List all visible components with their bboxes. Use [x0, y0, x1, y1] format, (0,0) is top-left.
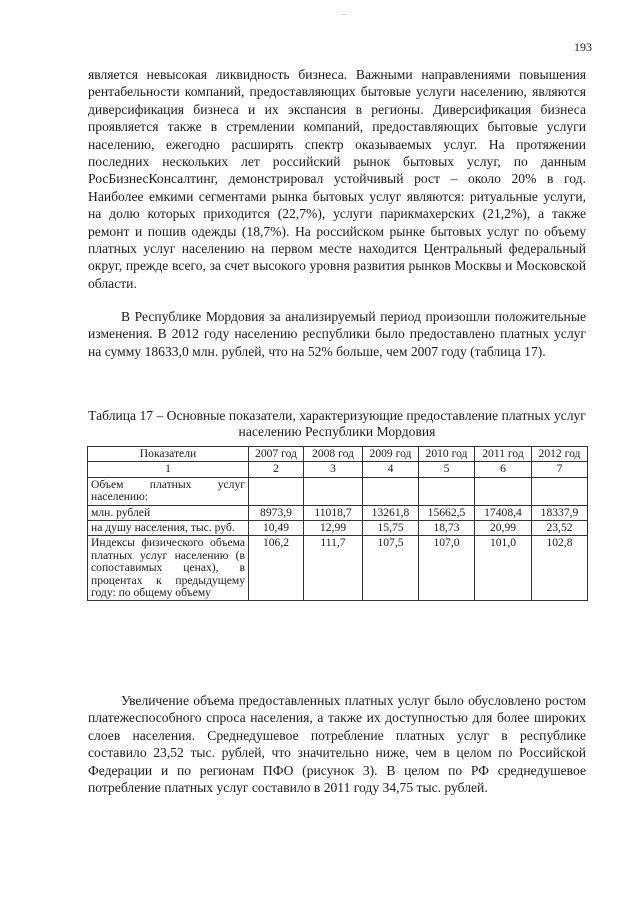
scan-dot: . — [343, 8, 345, 17]
cell-value: 101,0 — [475, 536, 532, 601]
table-row — [88, 521, 588, 536]
cell-value: 12,99 — [304, 521, 363, 536]
cell-value: 18,73 — [419, 521, 475, 536]
cell-value: 102,8 — [532, 536, 588, 601]
table-row — [88, 505, 588, 520]
cell-value: 8973,9 — [249, 505, 304, 520]
cell-value: 17408,4 — [475, 505, 532, 520]
header-year: 2011 год — [475, 447, 532, 462]
header-indicators: Показатели — [88, 447, 249, 462]
cell-value: 13261,8 — [363, 505, 419, 520]
cell-value: 106,2 — [249, 536, 304, 601]
services-table — [87, 446, 588, 601]
row-group-label: Объем платных услуг населению: — [88, 477, 249, 505]
cell-value: 15,75 — [363, 521, 419, 536]
table-row-group — [88, 477, 588, 505]
row-label: млн. рублей — [88, 505, 249, 520]
column-number: 3 — [304, 462, 363, 477]
cell-value: 11018,7 — [304, 505, 363, 520]
page-number: 193 — [574, 40, 592, 54]
cell-value: 18337,9 — [532, 505, 588, 520]
table-header-row — [88, 447, 588, 462]
header-year: 2008 год — [304, 447, 363, 462]
column-number: 7 — [532, 462, 588, 477]
cell-value: 10,49 — [249, 521, 304, 536]
header-year: 2012 год — [532, 447, 588, 462]
row-label: Индексы физического объема платных услуг населению (в сопоставимых ценах), в процентах к предыдущему году: по общему объему — [88, 536, 249, 601]
cell-value: 111,7 — [304, 536, 363, 601]
cell-value: 20,99 — [475, 521, 532, 536]
column-number: 4 — [363, 462, 419, 477]
header-year: 2009 год — [363, 447, 419, 462]
column-number: 6 — [475, 462, 532, 477]
column-number: 2 — [249, 462, 304, 477]
row-label: на душу населения, тыс. руб. — [88, 521, 249, 536]
header-year: 2010 год — [419, 447, 475, 462]
table-caption: Таблица 17 – Основные показатели, характеризующие предоставление платных услуг населению Республики Мордовия — [88, 408, 586, 439]
cell-value: 107,0 — [419, 536, 475, 601]
paragraph-3: Увеличение объема предоставленных платных услуг было обусловлено ростом платежеспособного спроса населения, а также их доступностью для более широких слоев населения. Среднедушевое потребление платных услуг в республике составило 23,52 тыс. рублей, что значительно ниже, чем в целом по Российской Федерации и по регионам ПФО (рисунок 3). В целом по РФ среднедушевое потребление платных услуг составило в 2011 году 34,75 тыс. рублей. — [88, 693, 586, 796]
cell-value: 107,5 — [363, 536, 419, 601]
paragraph-2: В Республике Мордовия за анализируемый период произошли положительные изменения. В 2012 году населению республики было предоставлено платных услуг на сумму 18633,0 млн. рублей, что на 52% больше, чем 2007 году (таблица 17). — [88, 309, 586, 359]
table-row — [88, 536, 588, 601]
cell-value: 15662,5 — [419, 505, 475, 520]
cell-value: 23,52 — [532, 521, 588, 536]
column-number: 5 — [419, 462, 475, 477]
header-year: 2007 год — [249, 447, 304, 462]
column-number-row — [88, 462, 588, 477]
column-number: 1 — [88, 462, 249, 477]
paragraph-1: является невысокая ликвидность бизнеса. Важными направлениями повышения рентабельности компаний, предоставляющих бытовые услуги населению, являются диверсификация бизнеса и их экспансия в регионы. Диверсификация бизнеса проявляется также в стремлении компаний, предоставляющих бытовые услуги населению, ежегодно расширять спектр оказываемых услуг. На протяжении последних нескольких лет российский рынок бытовых услуг, по данным РосБизнесКонсалтинг, демонстрировал устойчивый рост – около 20% в год. Наиболее емкими сегментами рынка бытовых услуг являются: ритуальные услуги, на долю которых приходится (22,7%), услуги парикмахерских (21,2%), а также ремонт и пошив одежды (18,7%). На российском рынке бытовых услуг по объему платных услуг населению на первом месте находится Центральный федеральный округ, прежде всего, за счет высокого уровня развития рынков Москвы и Московской области. — [88, 67, 586, 291]
